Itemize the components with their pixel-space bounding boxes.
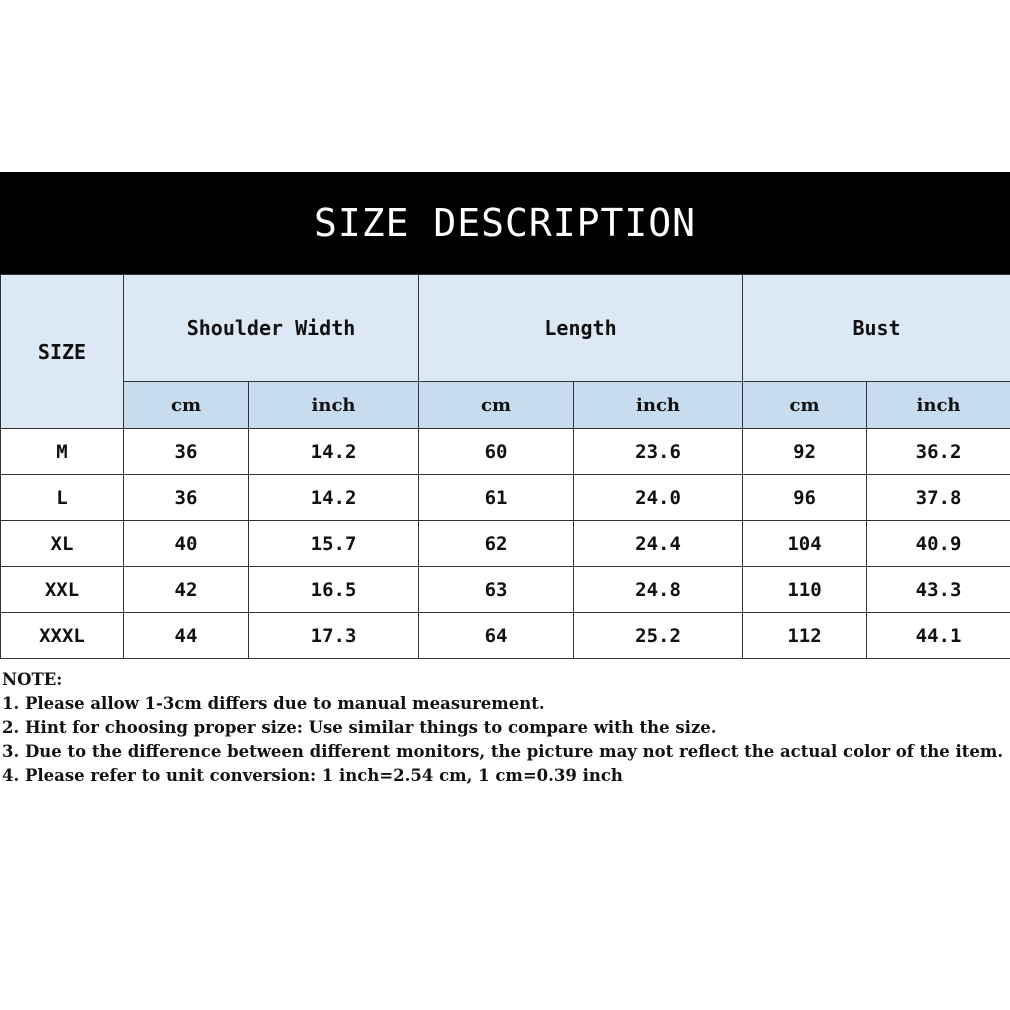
note-item: 2. Hint for choosing proper size: Use similar things to compare with the size. bbox=[2, 718, 717, 737]
value-cell: 110 bbox=[743, 567, 867, 613]
value-cell: 104 bbox=[743, 521, 867, 567]
bust-header: Bust bbox=[743, 275, 1010, 382]
value-cell: 24.8 bbox=[574, 567, 743, 613]
value-cell: 40.9 bbox=[867, 521, 1010, 567]
notes-heading: NOTE: bbox=[2, 670, 63, 689]
table-row bbox=[1, 429, 1010, 475]
value-cell: 60 bbox=[419, 429, 574, 475]
size-cell: M bbox=[1, 429, 124, 475]
size-cell: L bbox=[1, 475, 124, 521]
unit-header-cm: cm bbox=[419, 382, 574, 429]
value-cell: 112 bbox=[743, 613, 867, 659]
value-cell: 63 bbox=[419, 567, 574, 613]
length-header: Length bbox=[419, 275, 743, 382]
size-cell: XXXL bbox=[1, 613, 124, 659]
value-cell: 24.0 bbox=[574, 475, 743, 521]
unit-header-cm: cm bbox=[743, 382, 867, 429]
value-cell: 24.4 bbox=[574, 521, 743, 567]
value-cell: 23.6 bbox=[574, 429, 743, 475]
unit-header-inch: inch bbox=[574, 382, 743, 429]
table-row bbox=[1, 521, 1010, 567]
title-banner bbox=[0, 172, 1010, 274]
table-row bbox=[1, 567, 1010, 613]
value-cell: 96 bbox=[743, 475, 867, 521]
value-cell: 36 bbox=[124, 475, 249, 521]
value-cell: 40 bbox=[124, 521, 249, 567]
value-cell: 42 bbox=[124, 567, 249, 613]
note-item: 1. Please allow 1-3cm differs due to manual measurement. bbox=[2, 694, 545, 713]
unit-header-inch: inch bbox=[867, 382, 1010, 429]
note-item: 3. Due to the difference between different monitors, the picture may not reflect the actual color of the item. bbox=[2, 742, 1004, 761]
page-title: SIZE DESCRIPTION bbox=[313, 201, 697, 245]
size-cell: XXL bbox=[1, 567, 124, 613]
value-cell: 43.3 bbox=[867, 567, 1010, 613]
notes-section bbox=[2, 668, 1002, 788]
value-cell: 36.2 bbox=[867, 429, 1010, 475]
value-cell: 14.2 bbox=[249, 429, 419, 475]
size-cell: XL bbox=[1, 521, 124, 567]
value-cell: 17.3 bbox=[249, 613, 419, 659]
note-item: 4. Please refer to unit conversion: 1 inch=2.54 cm, 1 cm=0.39 inch bbox=[2, 766, 623, 785]
value-cell: 64 bbox=[419, 613, 574, 659]
value-cell: 36 bbox=[124, 429, 249, 475]
value-cell: 15.7 bbox=[249, 521, 419, 567]
value-cell: 14.2 bbox=[249, 475, 419, 521]
size-column-header: SIZE bbox=[1, 275, 124, 429]
value-cell: 25.2 bbox=[574, 613, 743, 659]
size-table bbox=[0, 274, 1010, 659]
value-cell: 61 bbox=[419, 475, 574, 521]
table-row bbox=[1, 613, 1010, 659]
value-cell: 16.5 bbox=[249, 567, 419, 613]
shoulder-width-header: Shoulder Width bbox=[124, 275, 419, 382]
unit-header-cm: cm bbox=[124, 382, 249, 429]
value-cell: 44.1 bbox=[867, 613, 1010, 659]
value-cell: 37.8 bbox=[867, 475, 1010, 521]
value-cell: 62 bbox=[419, 521, 574, 567]
table-row bbox=[1, 475, 1010, 521]
unit-header-inch: inch bbox=[249, 382, 419, 429]
value-cell: 92 bbox=[743, 429, 867, 475]
value-cell: 44 bbox=[124, 613, 249, 659]
